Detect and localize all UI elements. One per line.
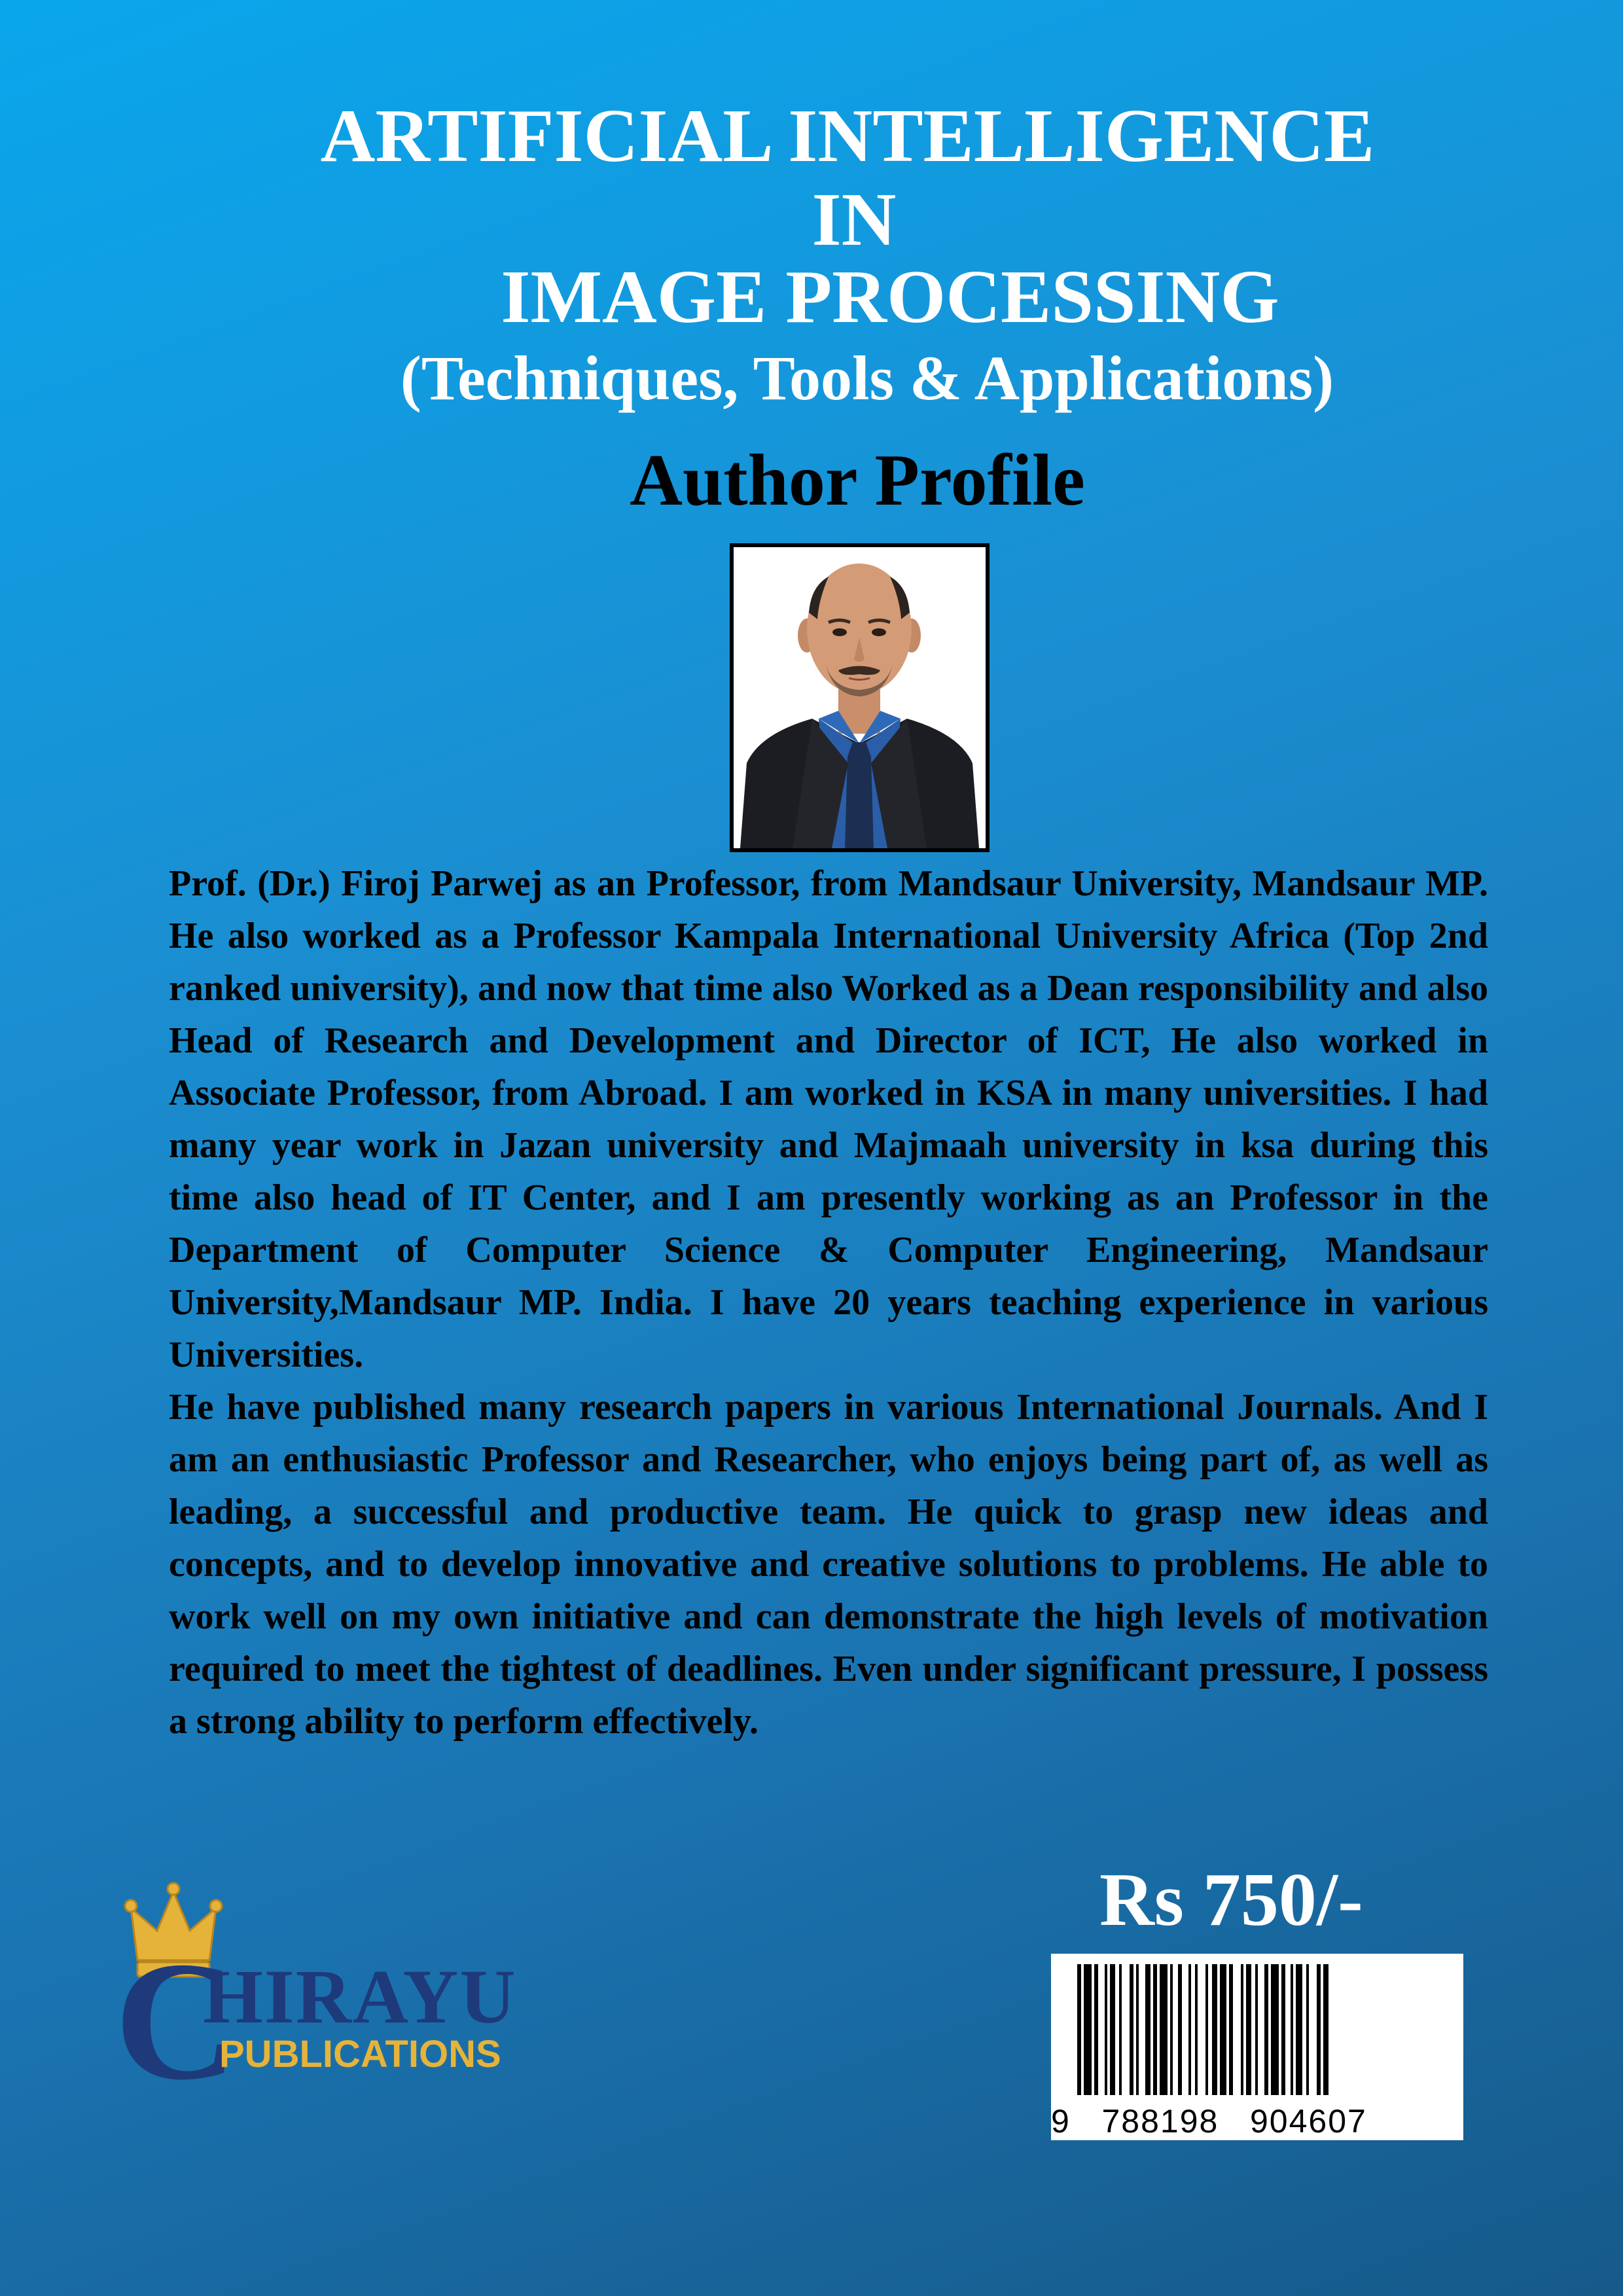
publisher-initial: C	[115, 1927, 238, 2088]
barcode-bar	[1136, 1964, 1139, 2095]
author-portrait-icon	[734, 547, 986, 848]
barcode-bar	[1094, 1964, 1098, 2095]
barcode-bar	[1296, 1964, 1302, 2095]
barcode-bar	[1264, 1964, 1268, 2095]
publisher-logo	[108, 1846, 533, 2088]
barcode-bar	[1170, 1964, 1173, 2095]
barcode-bar	[1255, 1964, 1258, 2095]
barcode-bar	[1220, 1964, 1226, 2095]
barcode-bar	[1188, 1964, 1191, 2095]
barcode-bar	[1306, 1964, 1309, 2095]
barcode-bar	[1271, 1964, 1279, 2095]
barcode-bar	[1281, 1964, 1285, 2095]
barcode-bar	[1323, 1964, 1329, 2095]
subtitle: (Techniques, Tools & Applications)	[400, 343, 1334, 413]
barcode-bar	[1077, 1964, 1081, 2095]
title-line-2: IN	[812, 178, 897, 262]
barcode-bar	[1317, 1964, 1321, 2095]
barcode-bar	[1153, 1964, 1157, 2095]
isbn-digits: 9 788198 904607	[1051, 2103, 1367, 2140]
title-line-3: IMAGE PROCESSING	[501, 255, 1279, 339]
barcode-bar	[1195, 1964, 1198, 2095]
barcode-bar	[1084, 1964, 1092, 2095]
publisher-name: HIRAYU	[203, 1954, 517, 2039]
crown-icon	[108, 1846, 533, 2088]
barcode-bar	[1130, 1964, 1133, 2095]
price: Rs 750/-	[1099, 1858, 1363, 1942]
barcode-bar	[1105, 1964, 1107, 2095]
title-line-1: ARTIFICIAL INTELLIGENCE	[320, 94, 1375, 178]
barcode-bars	[1051, 1954, 1463, 2098]
barcode-bar	[1241, 1964, 1243, 2095]
barcode-bar	[1291, 1964, 1293, 2095]
barcode-bar	[1110, 1964, 1115, 2095]
author-profile-heading: Author Profile	[630, 440, 1085, 521]
bio-paragraph-1: Prof. (Dr.) Firoj Parwej as an Professor, from Mandsaur University, Mandsaur MP. He also worked as a Professor Kampala International University Africa (Top 2nd ranked university), and now that time also Worked as a Dean responsibility and also Head of Research and Development and Director of ICT, He also worked in Associate Professor, from Abroad. I am worked in KSA in many universities. I had many year work in Jazan university and Majmaah university in ksa during this time also head of IT Center, and I am presently working as an Professor in the Department of Computer Science & Computer Engineering, Mandsaur University,Mandsaur MP. India. I have 20 years teaching experience in various Universities.	[169, 863, 1488, 1375]
barcode-bar	[1145, 1964, 1150, 2095]
barcode-bar	[1178, 1964, 1182, 2095]
barcode-bar	[1229, 1964, 1233, 2095]
bio-paragraph-2: He have published many research papers in various International Journals. And I am an enthusiastic Professor and Researcher, who enjoys being part of, as well as leading, a successful and productive team. He quick to grasp new ideas and concepts, and to develop innovative and creative solutions to problems. He able to work well on my own initiative and can demonstrate the high levels of motivation required to meet the tightest of deadlines. Even under significant pressure, I possess a strong ability to perform effectively.	[169, 1387, 1488, 1742]
author-photo	[730, 543, 990, 852]
isbn-barcode	[1051, 1954, 1463, 2140]
barcode-bar	[1119, 1964, 1122, 2095]
barcode-bar	[1205, 1964, 1208, 2095]
barcode-bar	[1160, 1964, 1168, 2095]
barcode-bar	[1246, 1964, 1251, 2095]
author-bio	[169, 857, 1488, 1748]
barcode-bar	[1212, 1964, 1217, 2095]
publisher-subname: PUBLICATIONS	[219, 2033, 501, 2075]
